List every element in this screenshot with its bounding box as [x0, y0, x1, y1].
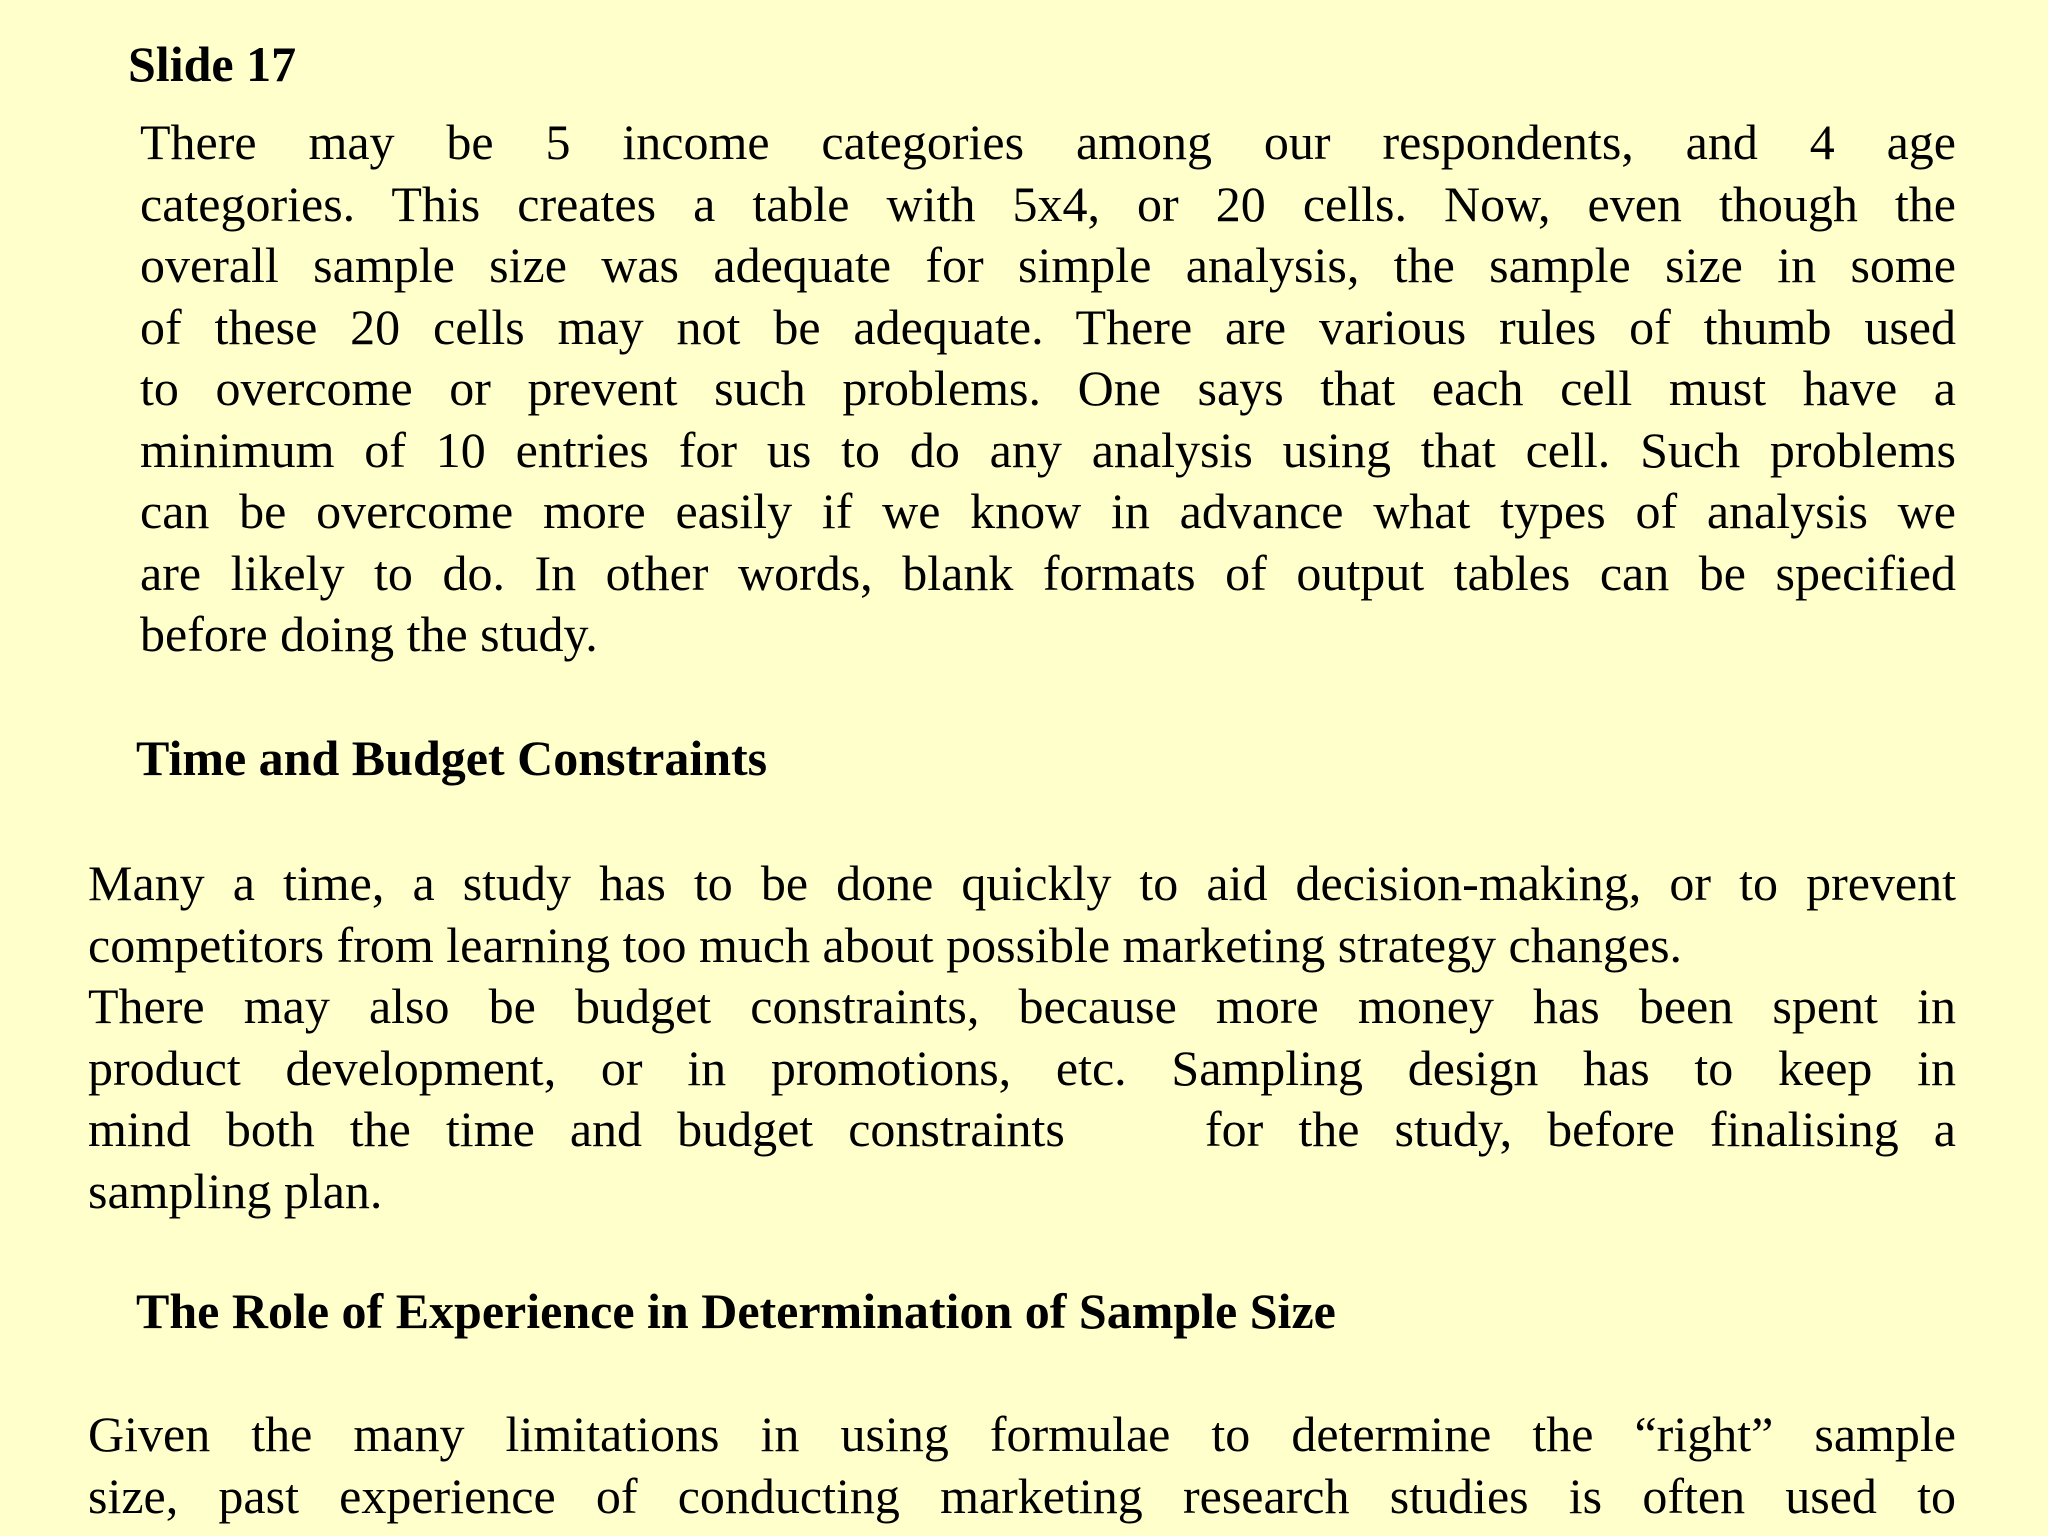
paragraph-line: of these 20 cells may not be adequate. There are various rules of thumb used: [140, 298, 1956, 355]
paragraph-line: are likely to do. In other words, blank formats of output tables can be specified: [140, 544, 1956, 601]
paragraph-line: can be overcome more easily if we know in advance what types of analysis we: [140, 483, 1956, 539]
paragraph-line: to overcome or prevent such problems. One says that each cell must have a: [140, 360, 1956, 416]
paragraph-line: There may also be budget constraints, because more money has been spent in: [88, 978, 1956, 1034]
paragraph-line: Many a time, a study has to be done quickly to aid decision-making, or to prevent: [88, 855, 1956, 911]
paragraph-line: before doing the study.: [140, 606, 598, 662]
paragraph-line: competitors from learning too much about possible marketing strategy changes.: [88, 916, 1683, 973]
experience-paragraph: [88, 1404, 1956, 1527]
experience-heading: The Role of Experience in Determination of Sample Size: [136, 1283, 1336, 1339]
paragraph-line: Given the many limitations in using formulae to determine the “right” sample: [88, 1406, 1956, 1462]
time-budget-paragraph: [88, 853, 1956, 1222]
paragraph-line: categories. This creates a table with 5x4, or 20 cells. Now, even though the: [140, 175, 1956, 232]
paragraph-line: mind both the time and budget constraints for the study, before finalising a: [88, 1101, 1956, 1157]
slide-number-title: Slide 17: [128, 36, 297, 92]
intro-paragraph: [140, 112, 1956, 666]
paragraph-line: minimum of 10 entries for us to do any analysis using that cell. Such problems: [140, 421, 1956, 478]
paragraph-line: sampling plan.: [88, 1162, 383, 1219]
paragraph-line: overall sample size was adequate for simple analysis, the sample size in some: [140, 237, 1956, 293]
paragraph-line: size, past experience of conducting marketing research studies is often used to: [88, 1467, 1956, 1524]
paragraph-line: There may be 5 income categories among our respondents, and 4 age: [140, 114, 1956, 170]
paragraph-line: product development, or in promotions, etc. Sampling design has to keep in: [88, 1039, 1956, 1096]
time-budget-heading: Time and Budget Constraints: [136, 730, 768, 786]
